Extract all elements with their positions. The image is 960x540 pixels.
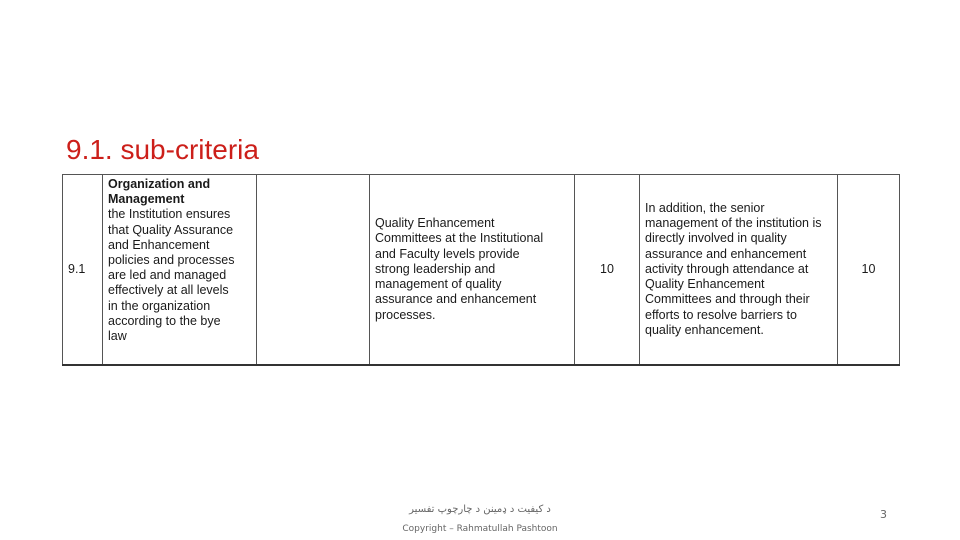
score-one: 10 [575, 175, 640, 366]
standard-cell [257, 175, 370, 366]
sub-criterion-cell [103, 175, 257, 366]
score-two: 10 [838, 175, 900, 366]
table-row [63, 175, 900, 366]
sub-criterion-body: the Institution ensures that Quality Assurance and Enhancement policies and processes are led and managed effectively at all levels in the organization according to the bye law [108, 207, 235, 344]
indicator-two: In addition, the senior management of the institution is directly involved in quality assurance and enhancement activity through attendance at Quality Enhancement Committees and through their efforts to resolve barriers to quality enhancement. [640, 175, 838, 366]
page-number: 3 [880, 508, 887, 521]
footer-copyright: Copyright – Rahmatullah Pashtoon [402, 524, 558, 534]
indicator-one: Quality Enhancement Committees at the Institutional and Faculty levels provide strong leadership and management of quality assurance and enhancement processes. [370, 175, 575, 366]
footer-native-text: د کیفیت د ډمینن د چارچوپ تفسیر [409, 504, 551, 515]
sub-criterion-heading: Organization and Management [108, 177, 211, 207]
slide-title: 9.1. sub-criteria [66, 134, 259, 165]
criteria-table [62, 174, 900, 366]
criterion-number: 9.1 [63, 175, 103, 366]
